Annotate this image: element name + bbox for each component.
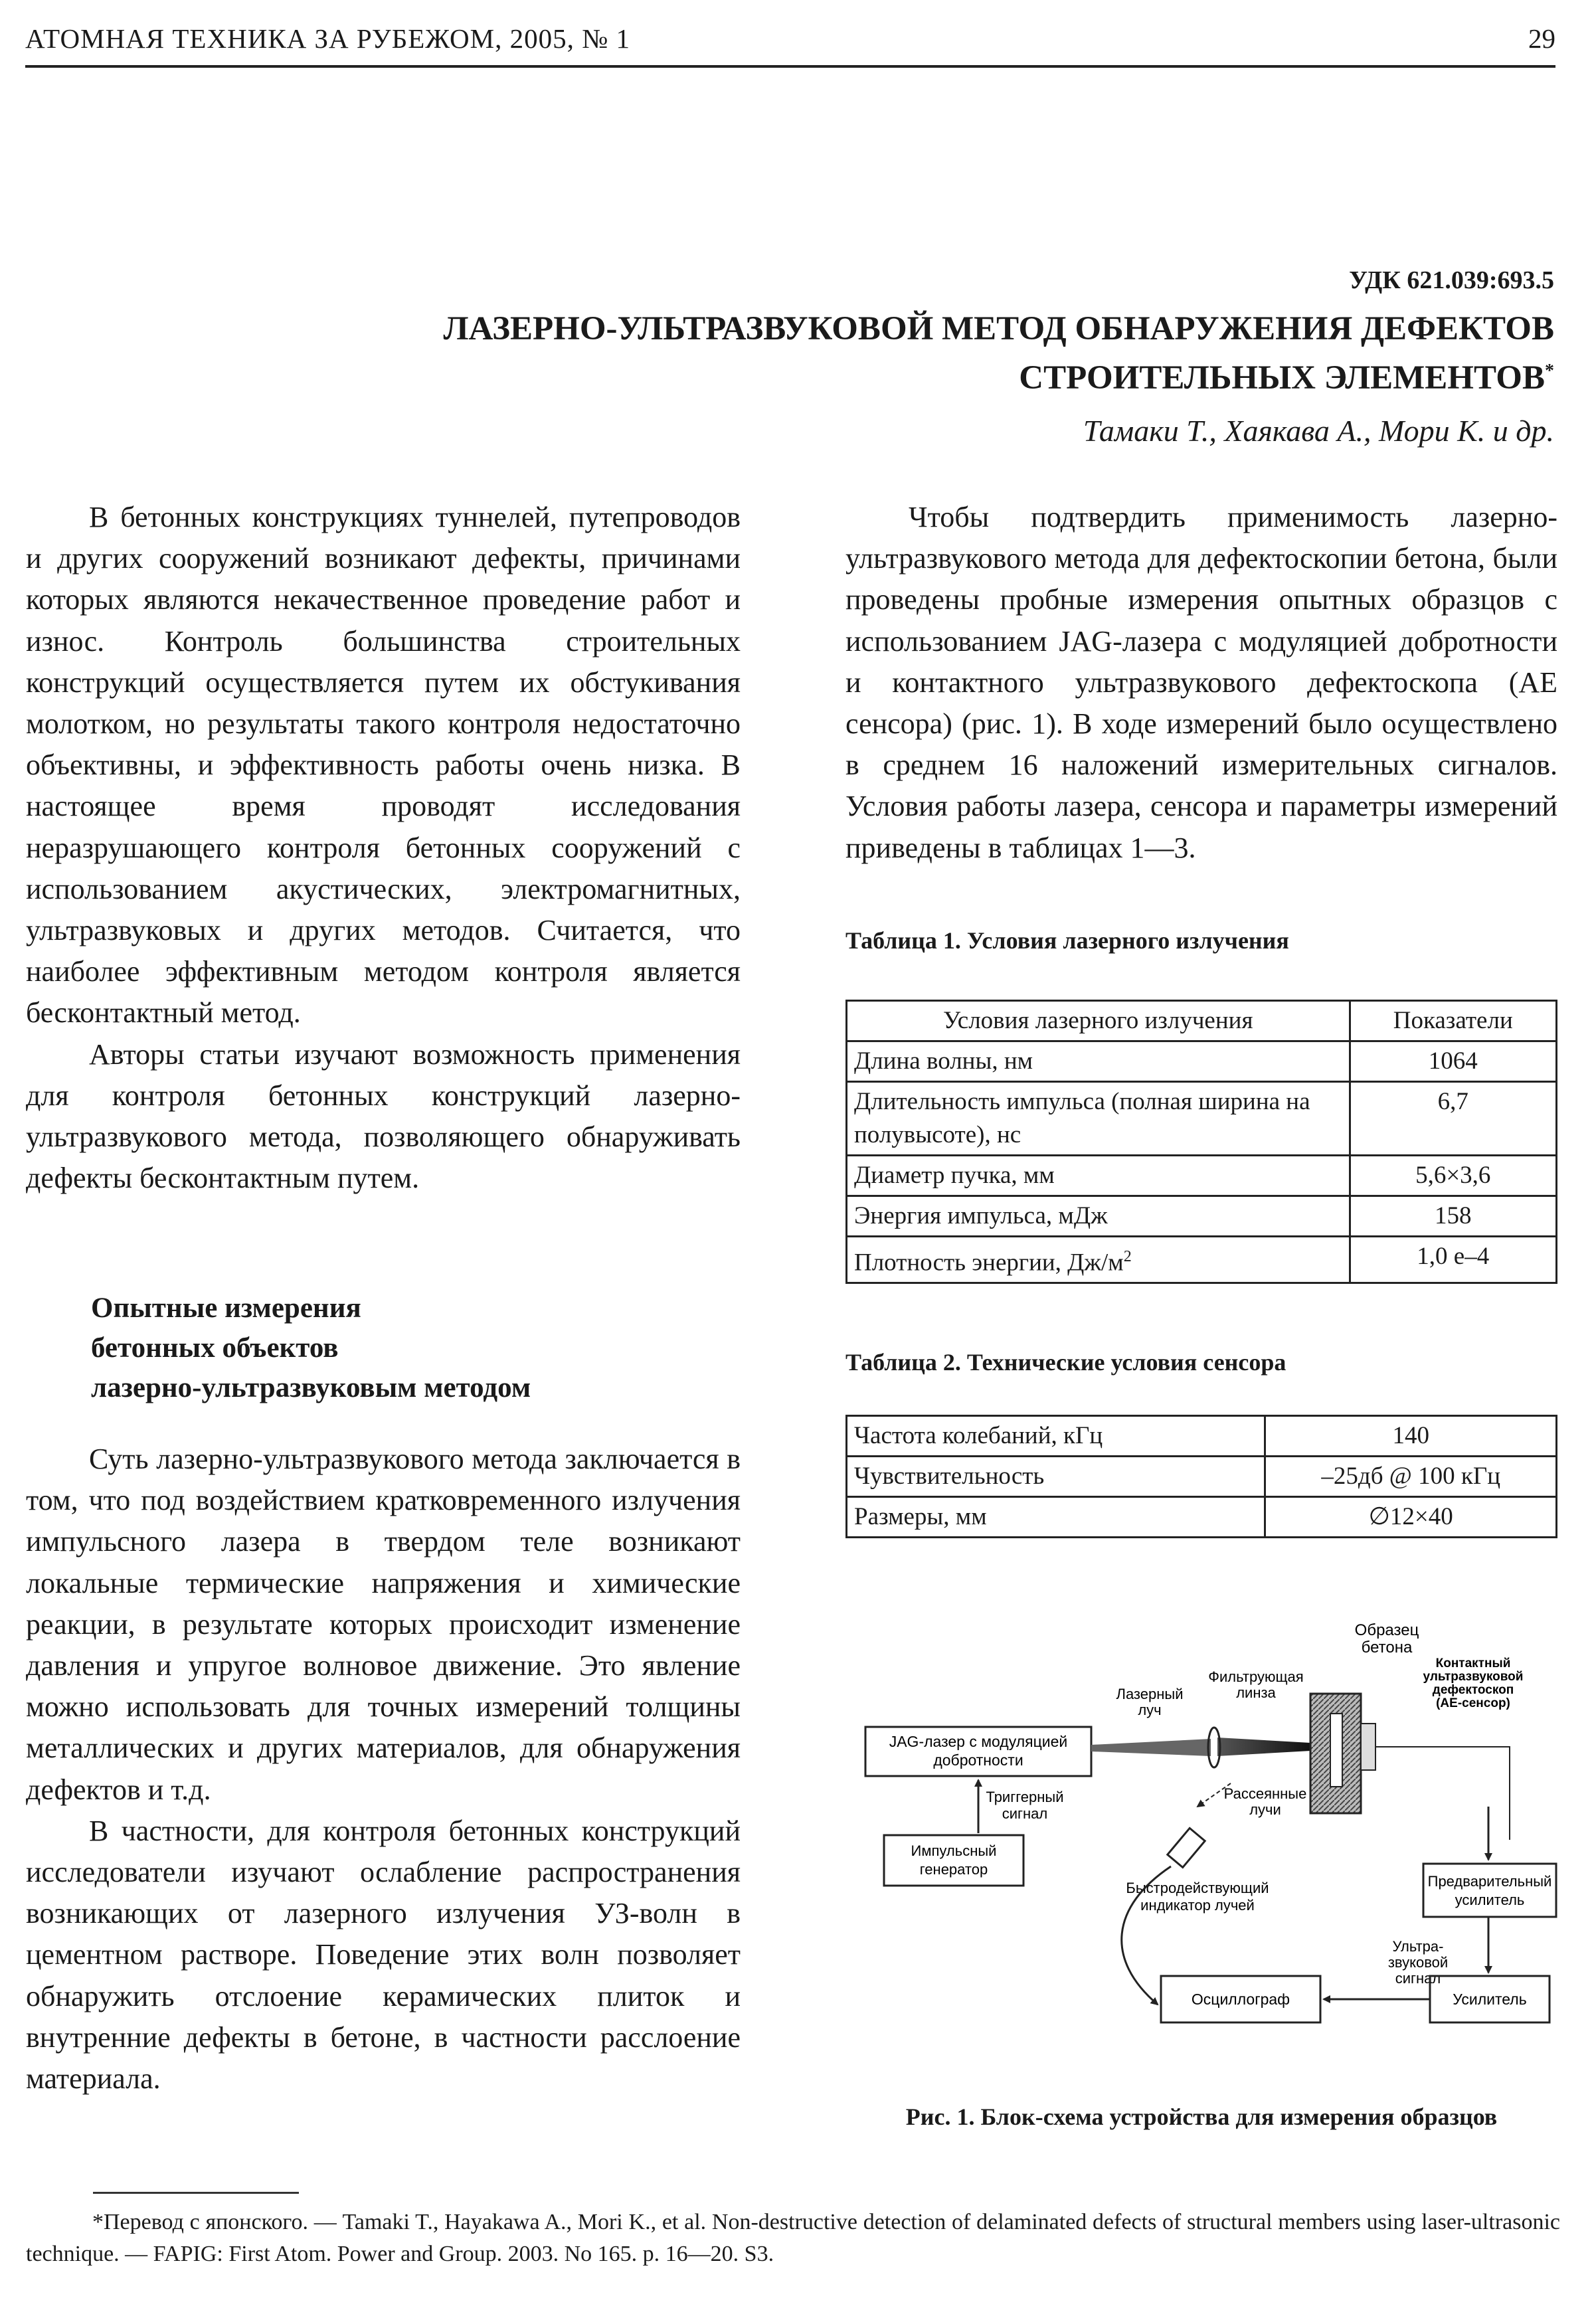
- superscript: 2: [1123, 1248, 1132, 1265]
- table-cell: 1,0 е–4: [1350, 1237, 1556, 1283]
- section-heading-line: бетонных объектов: [91, 1332, 339, 1364]
- section-heading: [91, 1289, 729, 1408]
- paragraph: В частности, для контроля бетонных конструкций исследователи изучают ослабление распространения возникающих от лазерного излучения УЗ-волн в цементном растворе. Поведение этих волн позволяет обнаружить отслоение керамических плиток и внутренние дефекты в бетоне, в частности расслоение материала.: [26, 1814, 741, 2096]
- table-cell: 158: [1350, 1196, 1556, 1237]
- table-cell: Длина волны, нм: [847, 1041, 1350, 1082]
- table-cell: Размеры, мм: [847, 1497, 1265, 1538]
- paragraph: Суть лазерно-ультразвукового метода заключается в том, что под воздействием кратковременного излучения импульсного лазера в твердом теле возникают локальные термические напряжения и химические реакции, в результате которых происходит изменение давления и упругое волновое движение. Это явление можно использовать для точных измерений толщины металлических и других материалов, для обнаружения дефектов и т.д.: [26, 1443, 741, 1806]
- table-cell: [847, 1237, 1350, 1283]
- label-scattered-rays: лучи: [1249, 1801, 1281, 1818]
- left-column-bottom: [26, 1439, 741, 2100]
- label-contact-detector: (АЕ-сенсор): [1436, 1696, 1510, 1710]
- label-fast-detector: индикатор лучей: [1140, 1897, 1255, 1914]
- table-row: [847, 1457, 1557, 1497]
- label-jag-laser: JAG-лазер с модуляцией: [889, 1733, 1068, 1750]
- label-trigger: сигнал: [1002, 1805, 1048, 1822]
- sample-defect: [1330, 1714, 1342, 1787]
- table2: [845, 1415, 1557, 1538]
- table-row: [847, 1497, 1557, 1538]
- table-header-cell: Условия лазерного излучения: [847, 1001, 1350, 1041]
- label-laser-beam: Лазерный: [1116, 1686, 1184, 1702]
- block-diagram: [845, 1614, 1559, 2046]
- table-row: [847, 1196, 1557, 1237]
- label-contact-detector: дефектоскоп: [1432, 1683, 1514, 1697]
- footnote: *Перевод с японского. — Tamaki T., Hayakawa A., Mori K., et al. Non-destructive detection of delaminated defects of structural members using laser-ultrasonic technique. — FAPIG: First Atom. Power and Group. 2003. No 165. p. 16—20. S3.: [26, 2210, 1560, 2266]
- label-laser-beam: луч: [1138, 1702, 1162, 1718]
- title-line-2: СТРОИТЕЛЬНЫХ ЭЛЕМЕНТОВ: [1019, 359, 1545, 397]
- label-sample: Образец: [1354, 1621, 1419, 1639]
- footnote-mark: *: [1545, 361, 1554, 381]
- table-cell: Частота колебаний, кГц: [847, 1416, 1265, 1457]
- label-contact-detector: ультразвуковой: [1423, 1670, 1524, 1684]
- table1: [845, 1000, 1557, 1284]
- figure-caption: Рис. 1. Блок-схема устройства для измерения образцов: [905, 2103, 1498, 2130]
- journal-title: АТОМНАЯ ТЕХНИКА ЗА РУБЕЖОМ, 2005, № 1: [25, 23, 630, 54]
- page-number: 29: [1528, 23, 1555, 54]
- table-cell: Энергия импульса, мДж: [847, 1196, 1350, 1237]
- table1-caption: Таблица 1. Условия лазерного излучения: [845, 927, 1289, 954]
- table-cell: Длительность импульса (полная ширина на полувысоте), нс: [847, 1082, 1350, 1156]
- fast-detector: [1168, 1828, 1205, 1867]
- sensor-cable: [1375, 1747, 1510, 1840]
- label-us-signal: Ультра-: [1392, 1938, 1444, 1955]
- table-cell: Диаметр пучка, мм: [847, 1156, 1350, 1196]
- label-us-signal: сигнал: [1395, 1970, 1441, 1987]
- table-cell: 1064: [1350, 1041, 1556, 1082]
- left-column-top: [26, 497, 741, 1199]
- label-amplifier: Усилитель: [1453, 1991, 1527, 2008]
- running-header: [25, 19, 1555, 68]
- label-us-signal: звуковой: [1387, 1954, 1449, 1971]
- preamp-box: [1423, 1864, 1556, 1917]
- table-header-cell: Показатели: [1350, 1001, 1556, 1041]
- label-filter-lens: линза: [1236, 1684, 1276, 1701]
- table-cell: ∅12×40: [1265, 1497, 1557, 1538]
- table2-caption: Таблица 2. Технические условия сенсора: [845, 1349, 1286, 1376]
- paragraph: В бетонных конструкциях туннелей, путепроводов и других сооружений возникают дефекты, причинами которых являются некачественное проведение работ и износ. Контроль большинства строительных конструкций осуществляется путем их обстукивания молотком, но результаты такого контроля недостаточно объективны, и эффективность работы очень низка. В настоящее время проводят исследования неразрушающего контроля бетонных сооружений с использованием акустических, электромагнитных, ультразвуковых и других методов. Считается, что наиболее эффективным методом контроля является бесконтактный метод.: [26, 501, 741, 1029]
- label-jag-laser: добротности: [933, 1751, 1023, 1769]
- focused-beam: [1217, 1738, 1310, 1756]
- title-line-1: ЛАЗЕРНО-УЛЬТРАЗВУКОВОЙ МЕТОД ОБНАРУЖЕНИЯ ДЕФЕКТОВ: [443, 310, 1554, 347]
- table-row: [847, 1416, 1557, 1457]
- table-cell: 140: [1265, 1416, 1557, 1457]
- label-fast-detector: Быстродействующий: [1126, 1880, 1269, 1896]
- label-pulse-generator: Импульсный: [911, 1842, 997, 1859]
- label-preamp: Предварительный: [1427, 1873, 1552, 1890]
- paragraph: Авторы статьи изучают возможность применения для контроля бетонных конструкций лазерно-ультразвукового метода, позволяющего обнаруживать дефекты бесконтактным путем.: [26, 1037, 741, 1195]
- table-row: [847, 1082, 1557, 1156]
- authors: Тамаки Т., Хаякава А., Мори К. и др.: [1083, 414, 1554, 448]
- section-heading-line: лазерно-ультразвуковым методом: [91, 1372, 531, 1403]
- footnote-rule: [93, 2192, 299, 2194]
- table-row: [847, 1041, 1557, 1082]
- label-preamp: усилитель: [1455, 1892, 1525, 1908]
- table-cell: –25дб @ 100 кГц: [1265, 1457, 1557, 1497]
- table-cell-text: Плотность энергии, Дж/м: [854, 1249, 1124, 1277]
- table-row: [847, 1156, 1557, 1196]
- table-row: [847, 1237, 1557, 1283]
- table-cell: 6,7: [1350, 1082, 1556, 1156]
- table-cell: Чувствительность: [847, 1457, 1265, 1497]
- laser-beam-line: [1091, 1739, 1211, 1756]
- label-filter-lens: Фильтрующая: [1208, 1668, 1304, 1685]
- udk-code: УДК 621.039:693.5: [1349, 266, 1554, 294]
- label-scattered-rays: Рассеянные: [1223, 1785, 1307, 1802]
- label-sample: бетона: [1361, 1639, 1413, 1656]
- section-heading-line: Опытные измерения: [91, 1293, 361, 1324]
- paragraph: Чтобы подтвердить применимость лазерно-ультразвукового метода для дефектоскопии бетона, были проведены пробные измерения опытных образцов с использованием JAG-лазера с модуляцией добротности и контактного ультразвукового дефектоскопа (АЕ сенсора) (рис. 1). В ходе измерений было осуществлено в среднем 16 наложений измерительных сигналов. Условия работы лазера, сенсора и параметры измерений приведены в таблицах 1—3.: [845, 501, 1557, 864]
- table-cell: 5,6×3,6: [1350, 1156, 1556, 1196]
- label-trigger: Триггерный: [986, 1789, 1064, 1805]
- label-pulse-generator: генератор: [919, 1861, 988, 1878]
- ae-sensor: [1361, 1724, 1375, 1770]
- label-contact-detector: Контактный: [1435, 1656, 1511, 1670]
- table-header-row: [847, 1001, 1557, 1041]
- label-oscillograph: Осциллограф: [1191, 1991, 1290, 2008]
- article-title: [292, 308, 1554, 399]
- right-column: [845, 497, 1557, 869]
